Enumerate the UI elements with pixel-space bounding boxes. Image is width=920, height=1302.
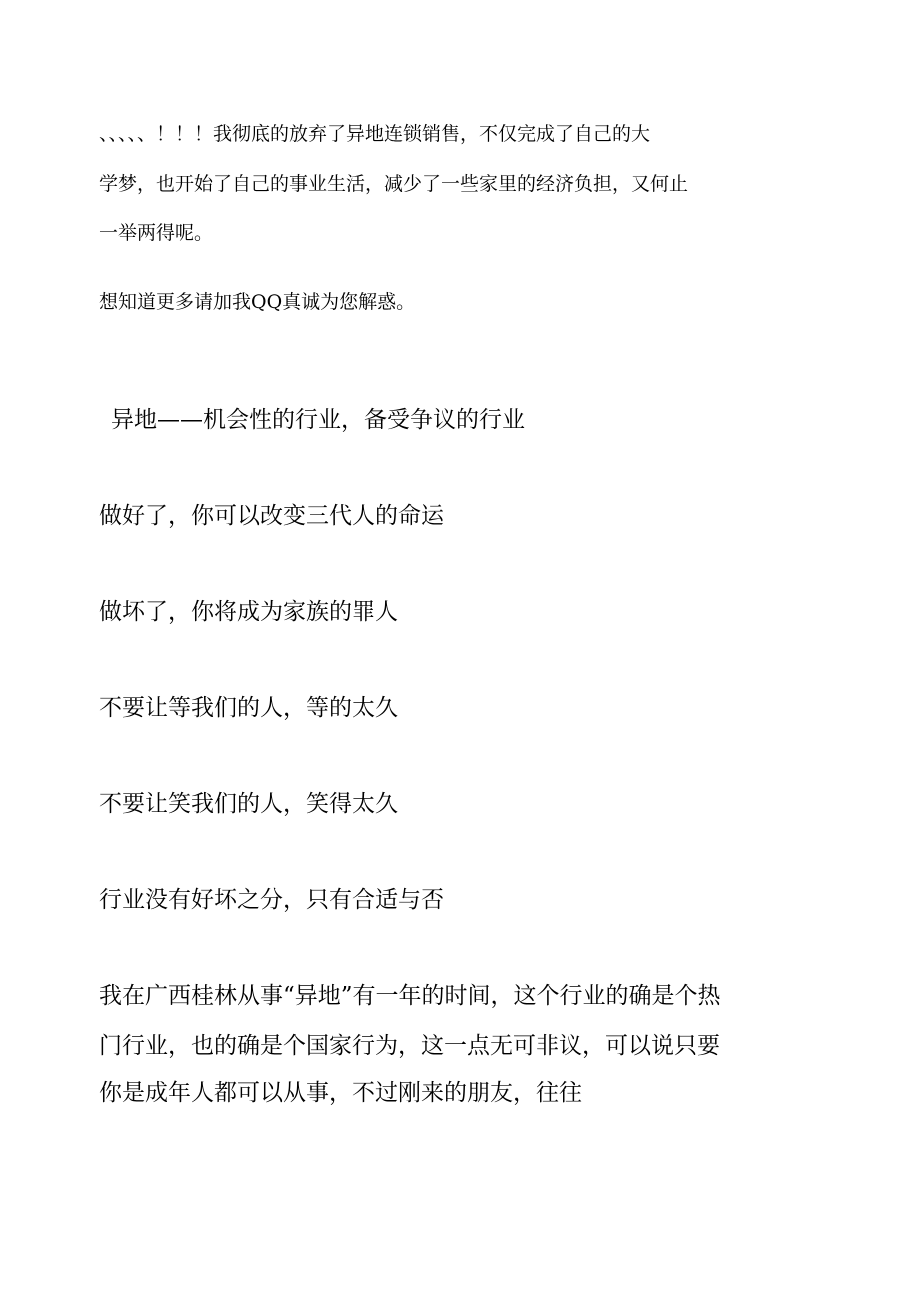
paragraph-line: 一举两得呢。	[99, 222, 214, 244]
paragraph-line: 学梦，也开始了自己的事业生活，减少了一些家里的经济负担，又何止	[99, 173, 689, 195]
paragraph-line: 你是成年人都可以从事，不过刚来的朋友，往往	[99, 1080, 582, 1106]
statement-line: 不要让笑我们的人，笑得太久	[99, 791, 398, 817]
statement-line: 不要让等我们的人，等的太久	[99, 695, 398, 721]
section-heading: 异地——机会性的行业，备受争议的行业	[111, 407, 525, 433]
statement-line: 行业没有好坏之分，只有合适与否	[99, 887, 444, 913]
paragraph-line: 门行业，也的确是个国家行为，这一点无可非议，可以说只要	[99, 1033, 720, 1059]
statement-line: 做好了，你可以改变三代人的命运	[99, 503, 444, 529]
contact-line: 想知道更多请加我QQ真诚为您解惑。	[99, 291, 416, 313]
paragraph-line: 、、、、、！！！我彻底的放弃了异地连锁销售，不仅完成了自己的大	[99, 123, 651, 145]
paragraph-line: 我在广西桂林从事“异地”有一年的时间，这个行业的确是个热	[99, 983, 721, 1009]
statement-line: 做坏了，你将成为家族的罪人	[99, 599, 398, 625]
